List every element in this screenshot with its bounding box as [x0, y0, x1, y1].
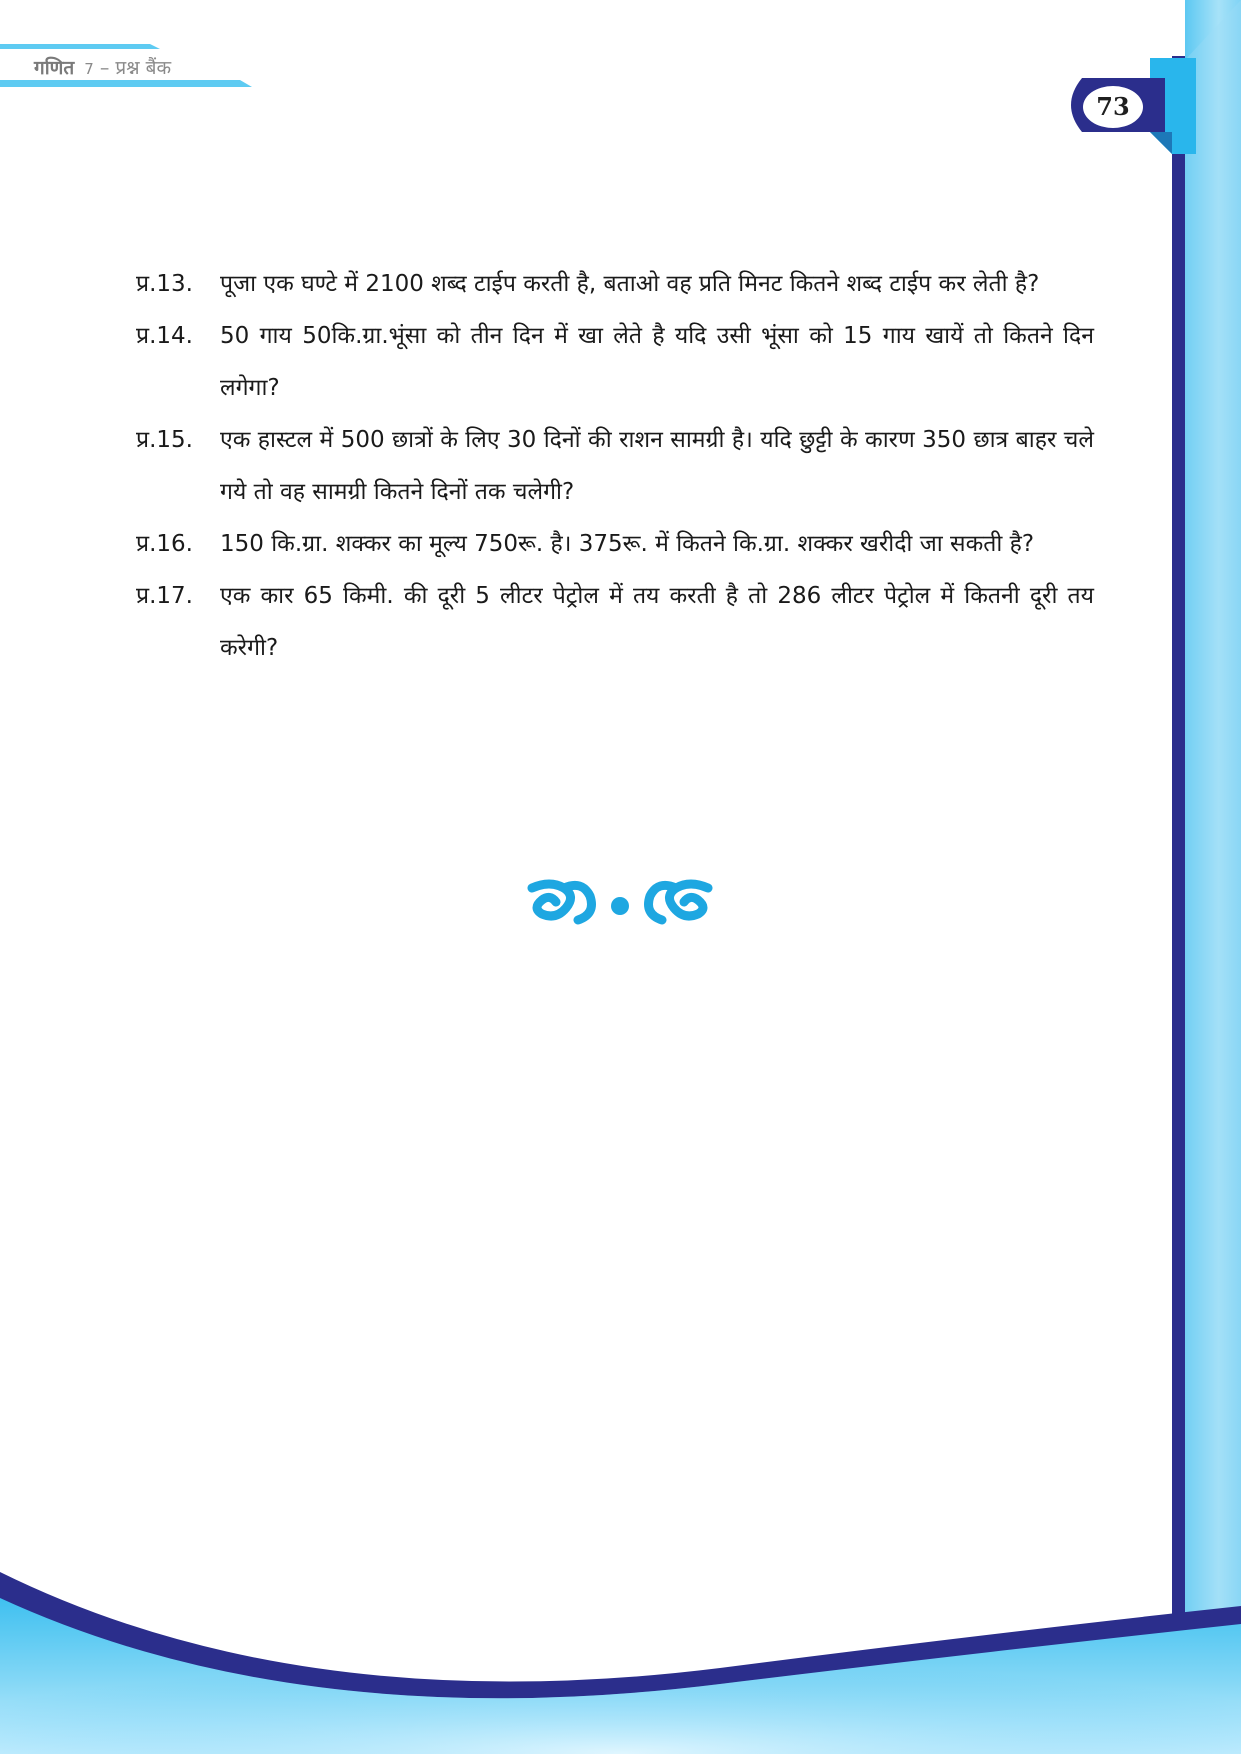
question-number: प्र.14.	[136, 323, 193, 349]
header-separator: –	[99, 57, 110, 79]
question-text: एक कार 65 किमी. की दूरी 5 लीटर पेट्रोल में तय करती है तो 286 लीटर पेट्रोल में कितनी दूरी तय करेगी?	[220, 583, 1094, 661]
page-ribbon-fold	[1150, 132, 1172, 154]
question-text: पूजा एक घण्टे में 2100 शब्द टाईप करती है, बताओ वह प्रति मिनट कितने शब्द टाईप कर लेती है?	[220, 271, 1040, 297]
decorative-divider-icon	[520, 874, 720, 934]
question-item	[136, 518, 1094, 570]
book-grade: 7	[84, 60, 94, 78]
question-item	[136, 310, 1094, 414]
question-number: प्र.16.	[136, 531, 193, 557]
header-bar-top	[0, 44, 160, 49]
book-header	[34, 54, 171, 80]
question-number: प्र.13.	[136, 271, 193, 297]
right-dark-stripe	[1172, 56, 1185, 1616]
header-bar-bottom	[0, 80, 252, 87]
right-band-shade	[1185, 0, 1241, 1754]
question-text: 150 कि.ग्रा. शक्कर का मूल्य 750रू. है। 375रू. में कितने कि.ग्रा. शक्कर खरीदी जा सकती है?	[220, 531, 1035, 557]
book-title: प्रश्न बैंक	[115, 57, 172, 79]
question-item	[136, 570, 1094, 674]
question-text: 50 गाय 50कि.ग्रा.भूंसा को तीन दिन में खा लेते है यदि उसी भूंसा को 15 गाय खायें तो कितने दिन लगेगा?	[220, 323, 1094, 401]
question-item	[136, 414, 1094, 518]
question-list	[136, 258, 1094, 674]
question-text: एक हास्टल में 500 छात्रों के लिए 30 दिनों की राशन सामग्री है। यदि छुट्टी के कारण 350 छात्र बाहर चले गये तो वह सामग्री कितने दिनों तक चलेगी?	[220, 427, 1094, 505]
question-number: प्र.17.	[136, 583, 193, 609]
question-item	[136, 258, 1094, 310]
bottom-wave-glow	[0, 1598, 1241, 1754]
question-number: प्र.15.	[136, 427, 193, 453]
book-subject: गणित	[34, 57, 75, 79]
page-number: 73	[1096, 92, 1130, 121]
